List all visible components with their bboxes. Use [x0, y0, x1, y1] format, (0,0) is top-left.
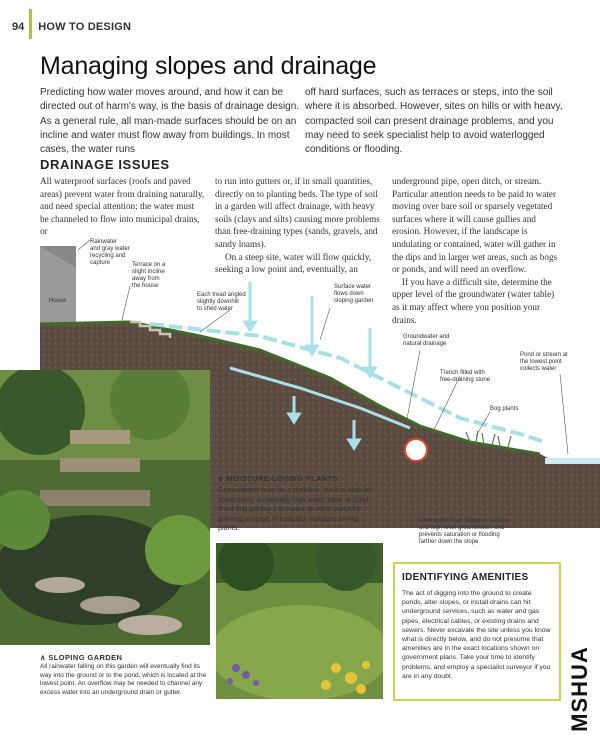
label-tread-text: Each tread angled slightly downhill to shed water — [197, 292, 246, 312]
header-divider — [29, 9, 32, 39]
page-header — [12, 9, 131, 39]
drainage-heading: DRAINAGE ISSUES — [40, 157, 170, 172]
label-interceptor — [419, 518, 509, 546]
drainage-col3-p2: If you have a difficult site, determine the upper level of the groundwater (water table) as it may affect where you position your drains. — [392, 276, 555, 325]
label-house — [49, 298, 66, 305]
intro-left: Predicting how water moves around, and how it can be directed out of harm's way, is the basis of drainage design. As a general rule, all man-made surfaces should be on an incline and water must flow away from buildings. In most cases, the water runs — [40, 87, 300, 156]
triangle-up-icon: ∧ — [40, 653, 49, 662]
sloping-garden-photo — [0, 370, 210, 645]
label-bog-text: Bog plants — [490, 406, 519, 412]
label-surface-water — [334, 284, 373, 305]
page-title: Managing slopes and drainage — [40, 52, 377, 80]
sloping-heading — [40, 653, 208, 662]
label-rainwater-text: Rainwater and gray water recycling and capture — [90, 239, 130, 266]
label-interceptor-text: Interceptor drain captures surface and high-level groundwater, and prevents saturation or flooding farther down the slope — [419, 518, 509, 545]
interceptor-drain-icon — [405, 439, 427, 461]
label-trench-text: Trench filled with free-draining stone — [440, 370, 491, 383]
label-rainwater — [90, 239, 130, 267]
label-bog — [490, 406, 518, 413]
label-pond-text: Pond or stream at the lowest point collects water — [520, 352, 568, 372]
sloping-heading-text: SLOPING GARDEN — [48, 653, 123, 662]
moisture-plants-photo — [216, 543, 383, 699]
moisture-caption — [218, 474, 378, 533]
drainage-col3-p1: underground pipe, open ditch, or stream. Particular attention needs to be paid to water moving over bare soil or sparsely vegetated surfaces where it will cause gullies and erosion. However, if the landscape is undulating or contained, water will gather in the dips and in larger wet areas, such as bogs or ponds, and will need an overflow. — [392, 176, 558, 275]
label-surface-water-text: Surface water flows down sloping garden — [334, 284, 374, 304]
watermark — [565, 636, 595, 741]
label-terrace-text: Terrace on a slight incline away from the house — [132, 262, 166, 289]
label-pond — [520, 352, 568, 373]
amenities-box — [393, 562, 561, 701]
amenities-body: The act of digging into the ground to create ponds, alter slopes, or install drains can hit underground services, such as water and gas pipes, electrical cables, or existing drains and sewers. Never excavate the site unless you know what is directly below, and do not presume that amenities are in the exact locations shown on government plans. Take your time to identify problems, and employ a specialist surveyor if you are in any doubt. — [402, 590, 551, 680]
page-number: 94 — [12, 21, 25, 33]
drainage-col2-p1: to run into gutters or, if in small quantities, directly on to planting beds. The type of soil in a garden will affect drainage, with heavy soils (clays and silts) causing more problems than free-draining types (sands, gravels, and sandy loams). — [215, 176, 380, 249]
intro-right: off hard surfaces, such as terraces or steps, into the soil where it is absorbed. However, sites on hills or with heavy, compacted soil can present drainage problems, and you may need to seek specialist help to avoid waterlogged conditions or flooding. — [305, 87, 563, 156]
section-tag: HOW TO DESIGN — [38, 21, 132, 33]
label-house-text: House — [49, 298, 67, 304]
label-groundwater-text: Groundwater and natural drainage — [403, 334, 450, 347]
moisture-heading — [218, 474, 378, 483]
label-trench — [440, 370, 490, 384]
sloping-body: All rainwater falling on this garden will eventually find its way into the ground or to the pond, which is located at the lowest point. An overflow may be needed to channel any excess water into an underground drain or gutter. — [40, 663, 207, 696]
label-tread — [197, 292, 246, 313]
drainage-col1-text: All waterproof surfaces (roofs and paved areas) prevent water from draining naturally, and need special attention; the water must be channeled to flow into municipal drains, or — [40, 176, 205, 237]
drainage-col2-p2: On a steep site, water will flow quickly, seeking a low point and, eventually, an — [215, 251, 372, 275]
sloping-caption — [40, 653, 208, 697]
watermark-text: MSHUA — [567, 645, 592, 732]
label-terrace — [132, 262, 165, 290]
moisture-heading-text: MOISTURE-LOVING PLANTS — [226, 474, 339, 483]
triangle-down-icon: ∨ — [218, 474, 227, 483]
amenities-heading: IDENTIFYING AMENITIES — [402, 572, 529, 583]
moisture-body: Groundwater may be a problem, but it is also an opportunity. A naturally high water table or butyl-lined bog garden can make an ideal place for growing a range of beautiful moisture-loving plants. — [218, 485, 372, 533]
label-groundwater — [403, 334, 449, 348]
